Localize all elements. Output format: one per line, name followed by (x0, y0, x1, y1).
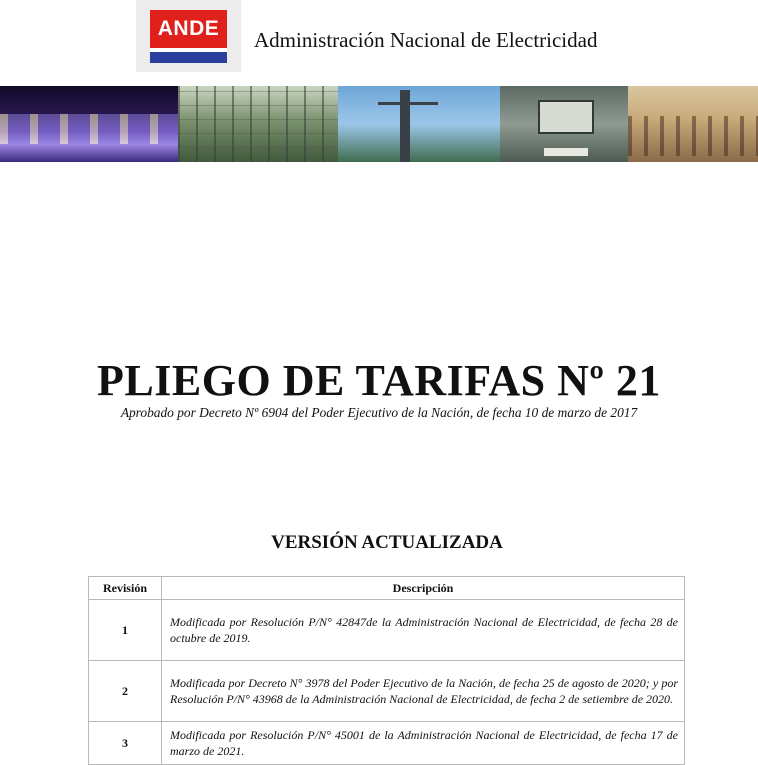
hydroelectric-dam-photo (0, 86, 178, 162)
photo-banner (0, 86, 758, 162)
substation-photo (178, 86, 338, 162)
table-row (89, 722, 685, 765)
power-line-workers-photo (338, 86, 500, 162)
revisions-table (88, 576, 685, 765)
electric-meter-photo (500, 86, 628, 162)
table-header-row (89, 577, 685, 600)
column-header-revision: Revisión (89, 577, 162, 600)
table-row (89, 661, 685, 722)
logo-stripe-blue (150, 52, 227, 63)
revision-description: Modificada por Resolución P/N° 45001 de la Administración Nacional de Electricidad, de fecha 17 de marzo de 2021. (162, 722, 685, 765)
document-subtitle: Aprobado por Decreto Nº 6904 del Poder Ejecutivo de la Nación, de fecha 10 de marzo de 2017 (120, 405, 638, 420)
revision-number: 2 (89, 661, 162, 722)
ande-logo (136, 0, 241, 72)
column-header-description: Descripción (162, 577, 685, 600)
table-row (89, 600, 685, 661)
customer-service-photo (628, 86, 758, 162)
revision-number: 1 (89, 600, 162, 661)
revision-description: Modificada por Resolución P/N° 42847de la Administración Nacional de Electricidad, de fecha 28 de octubre de 2019. (162, 600, 685, 661)
organization-name: Administración Nacional de Electricidad (254, 28, 598, 52)
version-heading: VERSIÓN ACTUALIZADA (271, 532, 503, 553)
document-title: PLIEGO DE TARIFAS Nº 21 (97, 356, 661, 405)
revision-description: Modificada por Decreto N° 3978 del Poder Ejecutivo de la Nación, de fecha 25 de agosto de 2020; y por Resolución P/N° 43968 de la Administración Nacional de Electricidad, de fecha 2 de setiembre de 2020. (162, 661, 685, 722)
revision-number: 3 (89, 722, 162, 765)
logo-wordmark: ANDE (150, 10, 227, 48)
